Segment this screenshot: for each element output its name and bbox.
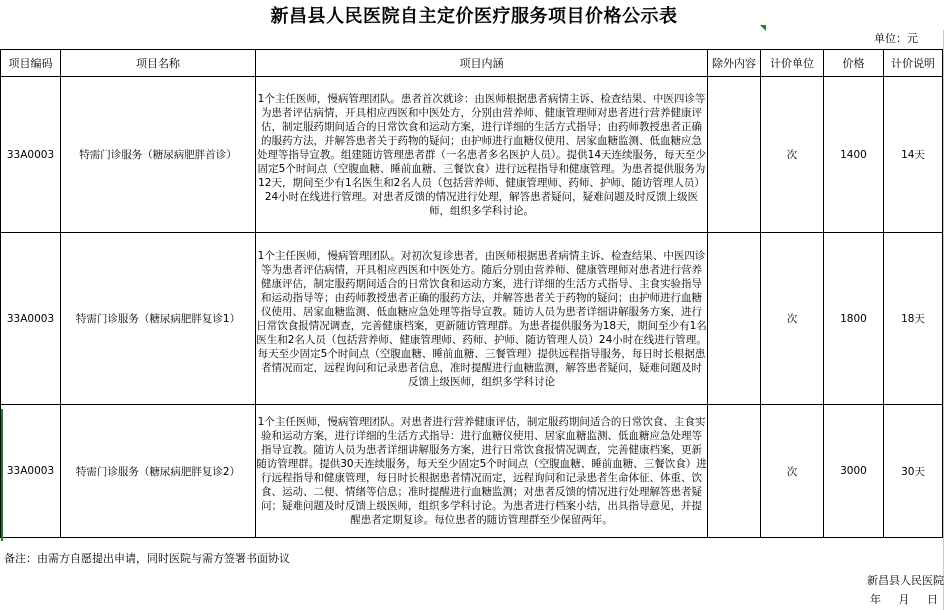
footer-date: 年 月 日 xyxy=(870,593,938,606)
table-row xyxy=(1,77,943,233)
header-content[interactable]: 项目内涵 xyxy=(256,50,708,77)
cell-note[interactable]: 30天 xyxy=(884,405,943,538)
header-name[interactable]: 项目名称 xyxy=(61,50,256,77)
cell-exclude[interactable] xyxy=(708,77,761,233)
remark-text: 备注：由需方自愿提出申请，同时医院与需方签署书面协议 xyxy=(4,552,290,565)
page-title: 新昌县人民医院自主定价医疗服务项目价格公示表 xyxy=(270,6,678,27)
cell-name[interactable]: 特需门诊服务（糖尿病肥胖首诊） xyxy=(61,77,256,233)
cell-marker-icon xyxy=(760,25,766,31)
selection-indicator xyxy=(1,409,3,541)
cell-code[interactable]: 33A0003 xyxy=(1,233,61,405)
cell-unit[interactable]: 次 xyxy=(761,405,824,538)
table-row xyxy=(1,405,943,538)
cell-price[interactable]: 1400 xyxy=(824,77,884,233)
price-table xyxy=(0,49,943,538)
table-header-row xyxy=(1,50,943,77)
cell-code[interactable]: 33A0003 xyxy=(1,405,61,538)
cell-code[interactable]: 33A0003 xyxy=(1,77,61,233)
cell-exclude[interactable] xyxy=(708,405,761,538)
cell-price[interactable]: 1800 xyxy=(824,233,884,405)
header-code[interactable]: 项目编码 xyxy=(1,50,61,77)
cell-content[interactable]: 1个主任医师，慢病管理团队。对初次复诊患者，由医师根据患者病情主诉、检查结果、中医四诊等为患者评估病情，开具相应西医和中医处方。随后分别由营养师、健康管理师对患者进行营养健康评估，制定服药期间适合的日常饮食和运动方案，进行详细的生活方式指导、主食实验指导和运动指导等；由药师教授患者正确的服药方法，并解答患者关于药物的疑问；由护师进行血糖仪使用、居家血糖监测、低血糖应急处理等指导宣教。随访人员为患者详细讲解服务方案，进行日常饮食报情况调查，完善健康档案，更新随访管理群。为患者提供服务为18天，期间至少有1名医生和2名人员（包括营养师、健康管理师、药师、护师、随访管理人员）24小时在线进行管理。每天至少固定5个时间点（空腹血糖、睡前血糖、三餐管理）提供远程指导服务，每日时长根据患者情况而定，远程询问和记录患者信息，准时提醒进行血糖监测，解答患者疑问，疑难问题及时反馈上级医师，组织多学科讨论 xyxy=(256,233,708,405)
footer-org: 新昌县人民医院 xyxy=(867,574,944,587)
cell-note[interactable]: 18天 xyxy=(884,233,943,405)
header-unit[interactable]: 计价单位 xyxy=(761,50,824,77)
cell-price[interactable]: 3000 xyxy=(824,405,884,538)
cell-note[interactable]: 14天 xyxy=(884,77,943,233)
cell-name[interactable]: 特需门诊服务（糖尿病肥胖复诊1） xyxy=(61,233,256,405)
cell-exclude[interactable] xyxy=(708,233,761,405)
header-price[interactable]: 价格 xyxy=(824,50,884,77)
cell-content[interactable]: 1个主任医师，慢病管理团队。对患者进行营养健康评估，制定服药期间适合的日常饮食、主食实验和运动方案，进行详细的生活方式指导：进行血糖仪使用、居家血糖监测、低血糖应急处理等指导宣教。随访人员为患者详细讲解服务方案，进行日常饮食报情况调查，完善健康档案，更新随访管理群。提供30天连续服务，每天至少固定5个时间点（空腹血糖、睡前血糖、三餐饮食）进行远程指导和健康管理，每日时长根据患者情况而定，远程询问和记录患者生命体征、体重、饮食、运动、二便、情绪等信息；准时提醒进行血糖监测；对患者反馈的情况进行处理解答患者疑问；疑难问题及时反馈上级医师，组织多学科讨论。为患者进行档案小结，出具指导意见，并提醒患者定期复诊。每位患者的随访管理群至少保留两年。 xyxy=(256,405,708,538)
cell-unit[interactable]: 次 xyxy=(761,233,824,405)
cell-unit[interactable]: 次 xyxy=(761,77,824,233)
gridline xyxy=(943,30,944,610)
header-note[interactable]: 计价说明 xyxy=(884,50,943,77)
cell-name[interactable]: 特需门诊服务（糖尿病肥胖复诊2） xyxy=(61,405,256,538)
table-row xyxy=(1,233,943,405)
unit-label: 单位：元 xyxy=(874,32,918,45)
header-exclude[interactable]: 除外内容 xyxy=(708,50,761,77)
cell-content[interactable]: 1个主任医师，慢病管理团队。患者首次就诊：由医师根据患者病情主诉、检查结果、中医四诊等为患者评估病情，开具相应西医和中医处方，分别由营养师、健康管理师对患者进行营养健康评估，制定服药期间适合的日常饮食和运动方案，进行详细的生活方式指导；由药师教授患者正确的服药方法，并解答患者关于药物的疑问；由护师进行血糖仪使用、居家血糖监测、低血糖应急处理等指导宣教。组建随访管理患者群（一名患者多名医护人员）。提供14天连续服务，每天至少固定5个时间点（空腹血糖、睡前血糖、三餐饮食）进行远程指导和健康管理。为患者提供服务为12天，期间至少有1名医生和2名人员（包括营养师、健康管理师、药师、护师、随访管理人员）24小时在线进行管理。对患者反馈的情况进行处理，解答患者疑问，疑难问题及时反馈上级医师，组织多学科讨论。 xyxy=(256,77,708,233)
